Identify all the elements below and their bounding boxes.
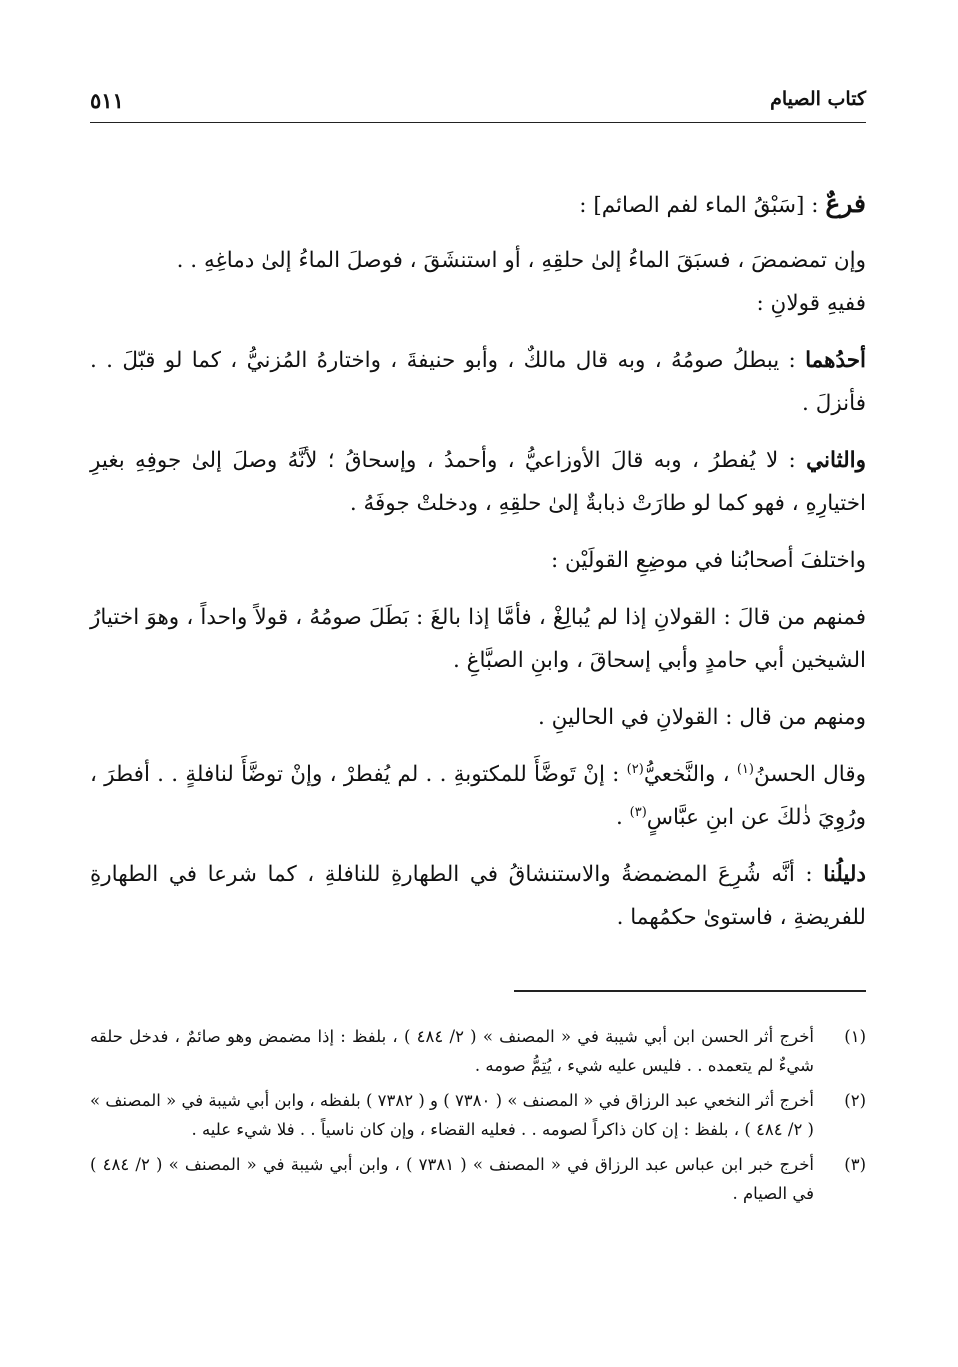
first-opinion-label: أحدُهما <box>805 348 866 373</box>
evidence-label: دليلُنا <box>823 862 866 887</box>
footnote-2 <box>90 1086 866 1144</box>
p8-part-d: . <box>615 805 630 830</box>
main-text <box>90 182 866 953</box>
footnotes <box>90 1022 866 1214</box>
paragraph-5: واختلفَ أصحابُنا في موضِعِ القولَيْن : <box>550 548 866 573</box>
second-opinion-label: والثاني <box>806 448 866 473</box>
paragraph-8 <box>90 753 866 839</box>
footnote-text: أخرج أثر النخعي عبد الرزاق في « المصنف » ( ٧٣٨٠ ) و ( ٧٣٨٢ ) بلفظه ، وابن أبي شيبة في « المصنف » ( ٢/ ٤٨٤ ) ، بلفظ : إن كان ذاكراً لصومه . . فعليه القضاء ، وإن كان ناسياً . . فلا شيء عليه . <box>90 1091 814 1139</box>
paragraph-evidence <box>90 853 866 939</box>
footnote-1 <box>90 1022 866 1080</box>
section-heading <box>90 182 866 227</box>
running-title: كتاب الصيام <box>770 88 866 110</box>
heading-text: : [سَبْقُ الماء لفم الصائم] : <box>579 193 826 218</box>
evidence-text: : أنَّه شُرِعَ المضمضةُ والاستنشاقُ في الطهارةِ للنافلةِ ، كما شرعا في الطهارةِ للفريضةِ ، فاستوىٰ حكمُهما . <box>90 862 866 930</box>
paragraph-2: ففيهِ قولانِ : <box>756 291 866 316</box>
p8-part-b: ، والنَّخعيُّ <box>643 762 737 787</box>
p8-part-c: : إنْ تَوضَّأَ للمكتوبةِ . . لم يُفطرْ ، وإنْ توضَّأَ لنافلةٍ . . أفطرَ ، ورُوِيَ ذٰلكَ عن ابنِ عبَّاسٍ <box>90 762 866 830</box>
footnote-number: (٣) <box>844 1155 866 1174</box>
footnote-text: أخرج خبر ابن عباس عبد الرزاق في « المصنف » ( ٧٣٨١ ) ، وابن أبي شيبة في « المصنف » ( ٢/ ٤٨٤ ) في الصيام . <box>90 1155 814 1203</box>
footnote-ref-2[interactable]: (٢) <box>626 761 644 777</box>
footnote-number: (١) <box>844 1027 866 1046</box>
paragraph-second-opinion <box>90 439 866 525</box>
page-header <box>90 88 866 123</box>
heading-label: فرعٌ <box>825 189 866 218</box>
page-number: ٥١١ <box>90 88 124 113</box>
footnote-3 <box>90 1150 866 1208</box>
paragraph-first-opinion <box>90 339 866 425</box>
footnote-ref-3[interactable]: (٣) <box>629 804 647 820</box>
p8-part-a: وقال الحسنُ <box>753 762 866 787</box>
paragraph-6: فمنهم من قالَ : القولانِ إذا لم يُبالِغْ ، فأمَّا إذا بالغَ : بَطَلَ صومُهُ ، قولاً واحداً ، وهوَ اختيارُ الشيخين أبي حامدٍ وأبي إسحاقَ ، وابنِ الصبَّاغِ . <box>90 605 866 673</box>
second-opinion-text: : لا يُفطرُ ، وبه قالَ الأوزاعيُّ ، وأحمدُ ، وإسحاقُ ؛ لأنَّهُ وصلَ إلىٰ جوفِهِ بغيرِ اختيارِهِ ، فهو كما لو طارَتْ ذبابةٌ إلىٰ حلقِهِ ، ودخلتْ جوفَهُ . <box>90 448 866 516</box>
footnote-separator <box>514 990 866 992</box>
footnote-text: أخرج أثر الحسن ابن أبي شيبة في « المصنف » ( ٢/ ٤٨٤ ) ، بلفظ : إذا مضمض وهو صائمٌ ، فدخل حلقه شيءٌ لم يتعمده . . فليس عليه شيء ، يُتِمُّ صومه . <box>90 1027 814 1075</box>
paragraph-7: ومنهم من قال : القولانِ في الحالينِ . <box>538 705 866 730</box>
footnote-number: (٢) <box>844 1091 866 1110</box>
first-opinion-text: : يبطلُ صومُهُ ، وبه قال مالكٌ ، وأبو حنيفةَ ، واختارهُ المُزنيُّ ، كما لو قبّلَ . . فأنزلَ . <box>90 348 866 416</box>
footnote-ref-1[interactable]: (١) <box>736 761 754 777</box>
paragraph-1: وإن تمضمضَ ، فسبَقَ الماءُ إلىٰ حلقِهِ ، أو استنشَقَ ، فوصلَ الماءُ إلىٰ دماغِهِ . . <box>176 248 866 273</box>
